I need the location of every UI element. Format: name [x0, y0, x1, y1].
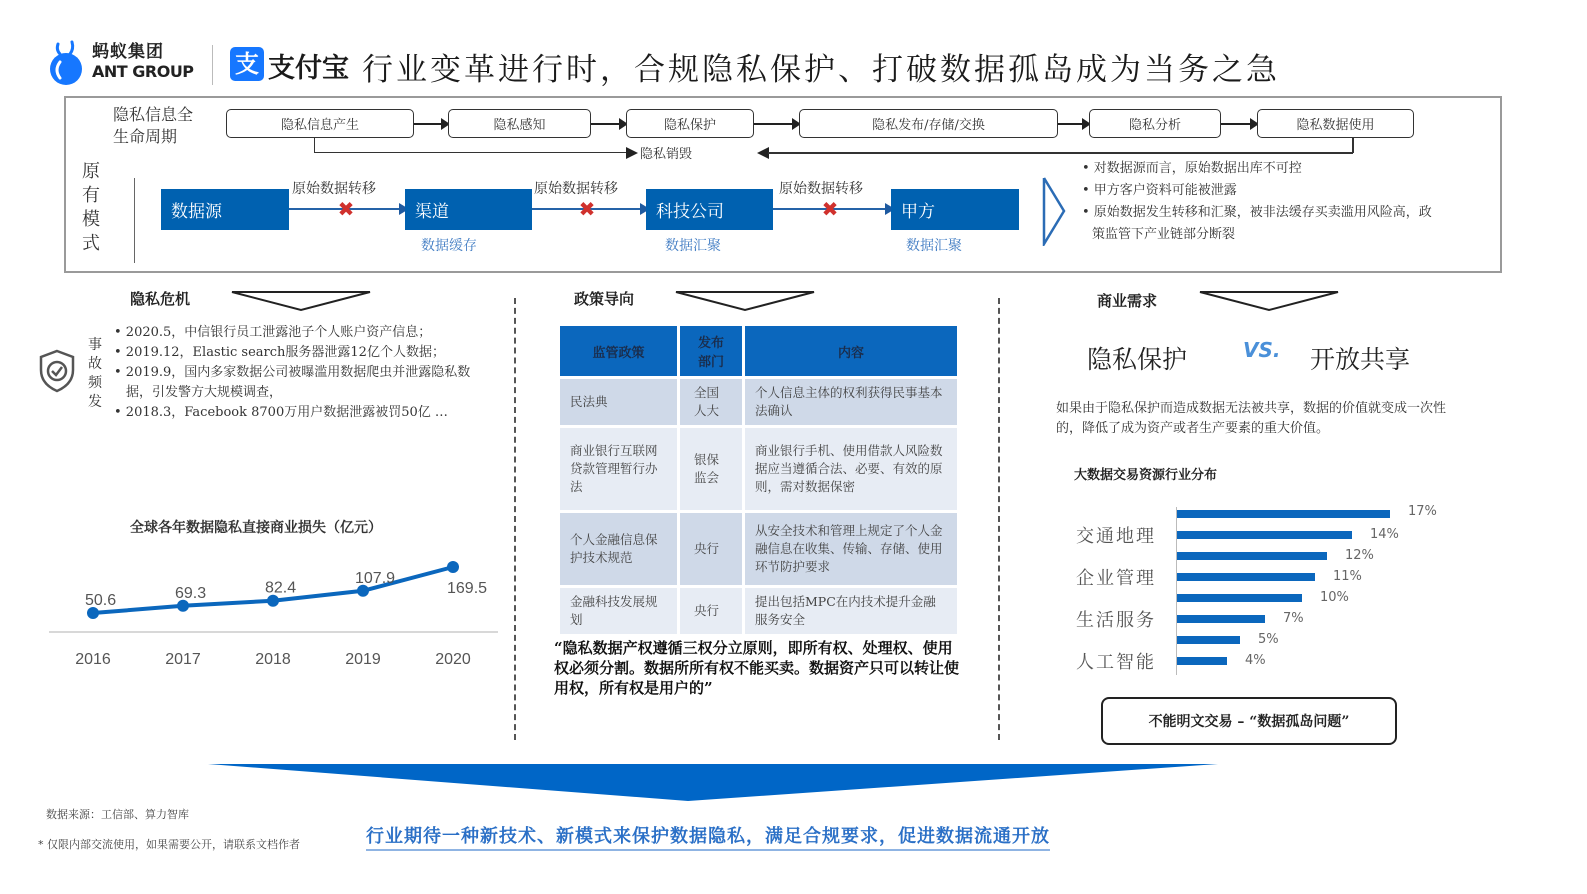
- table-row: [560, 588, 957, 634]
- lifecycle-label-line1: 隐私信息全: [113, 105, 194, 124]
- bar: [1177, 552, 1327, 560]
- svg-text:2018: 2018: [255, 651, 291, 668]
- original-mode-separator: [134, 178, 135, 263]
- lifecycle-step-perceive: 隐私感知: [448, 109, 591, 138]
- chevron-right-icon: [1042, 176, 1066, 246]
- loss-line-chart: [20, 545, 510, 675]
- label-char: 事: [88, 337, 102, 353]
- lifecycle-step-generate: 隐私信息产生: [226, 109, 414, 138]
- header-policy: 监管政策: [560, 326, 677, 376]
- loss-chart-title: 全球各年数据隐私直接商业损失（亿元）: [130, 520, 382, 536]
- incident-item: • 2018.3，Facebook 8700万用户数据泄露被罚50亿 …: [114, 405, 448, 420]
- label-char: 式: [82, 233, 100, 254]
- svg-text:50.6: 50.6: [85, 592, 117, 609]
- label-char: 原: [82, 161, 100, 182]
- label-char: 发: [88, 394, 102, 410]
- lifecycle-label-line2: 生命周期: [113, 127, 178, 146]
- label-char: 有: [82, 185, 100, 206]
- cell-content: 提出包括MPC在内技术提升金融服务安全: [745, 588, 957, 634]
- label-char: 频: [88, 375, 102, 391]
- down-triangle-icon: [1198, 290, 1340, 312]
- resource-dist-chart-title: 大数据交易资源行业分布: [1074, 468, 1218, 483]
- svg-text:69.3: 69.3: [175, 584, 207, 602]
- node-client: 甲方: [891, 189, 1019, 230]
- arrow-icon: [591, 123, 626, 125]
- issue-item: • 原始数据发生转移和汇聚，被非法缓存买卖滥用风险高，政策监管下产业链部分断裂: [1082, 205, 1432, 242]
- block-x-icon: ✖: [821, 197, 839, 221]
- bar: [1177, 510, 1390, 518]
- arrow-icon: [1058, 123, 1089, 125]
- column-divider: [998, 298, 1000, 740]
- incident-frequent-label: [88, 336, 104, 412]
- conclusion-text: 行业期待一种新技术、新模式来保护数据隐私，满足合规要求，促进数据流通开放: [366, 822, 1050, 851]
- cell-content: 商业银行手机、使用借款人风险数据应当遵循合法、必要、有效的原则，需对数据保密: [745, 428, 957, 510]
- table-row: [560, 513, 957, 585]
- svg-text:82.4: 82.4: [265, 579, 297, 597]
- ant-logo-en: ANT GROUP: [92, 62, 194, 81]
- lifecycle-step-publish: 隐私发布/存储/交换: [799, 109, 1058, 138]
- incident-item: • 2019.9，国内多家数据公司被曝滥用数据爬虫并泄露隐私数据，引发警方大规模调查，: [114, 365, 471, 400]
- property-rights-quote: “隐私数据产权遵循三权分立原则，即所有权、处理权、使用权必须分割。数据所所有权不能买卖。数据资产只可以转让使用权，所有权是用户的”: [554, 639, 960, 697]
- column-divider: [514, 298, 516, 740]
- original-mode-label: [82, 160, 102, 256]
- svg-text:2016: 2016: [75, 651, 111, 668]
- internal-use-disclaimer: * 仅限内部交流使用，如果需要公开，请联系文档作者: [38, 838, 300, 851]
- bar: [1177, 531, 1352, 539]
- bar-value-label: 12%: [1345, 548, 1374, 563]
- alipay-logo-text: 支付宝: [268, 53, 349, 84]
- lifecycle-step-protect: 隐私保护: [626, 109, 754, 138]
- bar-value-label: 14%: [1370, 527, 1399, 542]
- node-tech-company: 科技公司: [646, 189, 773, 230]
- block-x-icon: ✖: [337, 197, 355, 221]
- incident-item: • 2020.5，中信银行员工泄露池子个人账户资产信息；: [114, 325, 432, 340]
- table-row: [560, 379, 957, 425]
- original-mode-issues: [1082, 158, 1502, 246]
- cell-dept: 全国人大: [680, 379, 742, 425]
- arrow-right-icon: [626, 147, 638, 159]
- transfer-label: 原始数据转移: [534, 181, 618, 197]
- bar-value-label: 5%: [1258, 632, 1279, 647]
- svg-text:2017: 2017: [165, 651, 201, 668]
- bar-category-label: 企业管理: [1076, 568, 1156, 589]
- header-divider: [212, 45, 213, 85]
- destroy-connector-right: [768, 152, 1353, 154]
- bar-value-label: 7%: [1283, 611, 1304, 626]
- lifecycle-step-analyze: 隐私分析: [1089, 109, 1221, 138]
- alipay-logo-icon: 支: [230, 47, 264, 81]
- table-row: [560, 428, 957, 510]
- vs-label: VS.: [1243, 338, 1281, 362]
- cell-policy: 金融科技发展规划: [560, 588, 677, 634]
- business-need-title: 商业需求: [1097, 292, 1158, 310]
- ant-logo-cn: 蚂蚁集团: [92, 42, 164, 62]
- label-char: 故: [88, 356, 102, 372]
- big-down-arrow-icon: [208, 760, 1218, 805]
- bar: [1177, 594, 1302, 602]
- bar-value-label: 11%: [1333, 569, 1362, 584]
- sub-label-aggregate: 数据汇聚: [906, 238, 962, 254]
- shield-check-icon: [38, 348, 76, 394]
- header-content: 内容: [745, 326, 957, 376]
- bar-category-label: 人工智能: [1076, 652, 1156, 673]
- page-title: 行业变革进行时，合规隐私保护、打破数据孤岛成为当务之急: [362, 52, 1280, 88]
- sub-label-cache: 数据缓存: [421, 238, 477, 254]
- cell-dept: 央行: [680, 588, 742, 634]
- node-channel: 渠道: [405, 189, 532, 230]
- ant-group-logo-icon: [46, 40, 86, 86]
- lifecycle-label: [113, 104, 193, 148]
- destroy-connector-right-riser: [1352, 138, 1354, 153]
- arrow-icon: [414, 123, 448, 125]
- issue-item: • 对数据源而言，原始数据出库不可控: [1082, 161, 1302, 176]
- bar-category-label: 交通地理: [1076, 526, 1156, 547]
- bar-category-label: 生活服务: [1076, 610, 1156, 631]
- header-dept: 发布部门: [680, 326, 742, 376]
- privacy-crisis-title: 隐私危机: [130, 290, 191, 308]
- svg-text:2020: 2020: [435, 651, 471, 668]
- bar: [1177, 615, 1265, 623]
- cell-dept: 银保监会: [680, 428, 742, 510]
- down-triangle-icon: [230, 290, 372, 312]
- policy-table: [557, 323, 960, 637]
- bar: [1177, 636, 1240, 644]
- label-char: 模: [82, 209, 100, 230]
- destroy-connector-left: [314, 138, 632, 153]
- destroy-label: 隐私销毁: [640, 147, 693, 162]
- ant-group-logo-text: [92, 44, 194, 80]
- cell-policy: 商业银行互联网贷款管理暂行办法: [560, 428, 677, 510]
- sub-label-aggregate: 数据汇聚: [665, 238, 721, 254]
- table-header-row: [560, 326, 957, 376]
- arrow-icon: [754, 123, 799, 125]
- issue-item: • 甲方客户资料可能被泄露: [1082, 183, 1237, 198]
- cell-policy: 个人金融信息保护技术规范: [560, 513, 677, 585]
- lifecycle-step-use: 隐私数据使用: [1257, 109, 1414, 138]
- bar: [1177, 573, 1315, 581]
- bar-value-label: 10%: [1320, 590, 1349, 605]
- cell-content: 从安全技术和管理上规定了个人金融信息在收集、传输、存储、使用环节防护要求: [745, 513, 957, 585]
- bar: [1177, 657, 1227, 665]
- privacy-protection-label: 隐私保护: [1087, 345, 1188, 374]
- cell-dept: 央行: [680, 513, 742, 585]
- node-data-source: 数据源: [161, 189, 289, 230]
- transfer-label: 原始数据转移: [292, 181, 376, 197]
- bar-value-label: 17%: [1408, 504, 1437, 519]
- svg-text:2019: 2019: [345, 651, 381, 668]
- bar-value-label: 4%: [1245, 653, 1266, 668]
- arrow-icon: [1221, 123, 1257, 125]
- open-sharing-label: 开放共享: [1310, 345, 1411, 374]
- block-x-icon: ✖: [578, 197, 596, 221]
- policy-title: 政策导向: [574, 290, 635, 308]
- transfer-label: 原始数据转移: [779, 181, 863, 197]
- data-source-note: 数据来源：工信部、算力智库: [46, 808, 189, 821]
- value-description: 如果由于隐私保护而造成数据无法被共享，数据的价值就变成一次性的，降低了成为资产或者生产要素的重大价值。: [1056, 401, 1447, 436]
- incident-list: [114, 323, 494, 423]
- svg-text:107.9: 107.9: [355, 569, 396, 587]
- incident-item: • 2019.12，Elastic search服务器泄露12亿个人数据；: [114, 345, 445, 360]
- cell-content: 个人信息主体的权利获得民事基本法确认: [745, 379, 957, 425]
- cell-policy: 民法典: [560, 379, 677, 425]
- data-island-callout: 不能明文交易 – “数据孤岛问题”: [1101, 697, 1397, 745]
- down-triangle-icon: [674, 290, 816, 312]
- svg-text:169.5: 169.5: [447, 580, 488, 597]
